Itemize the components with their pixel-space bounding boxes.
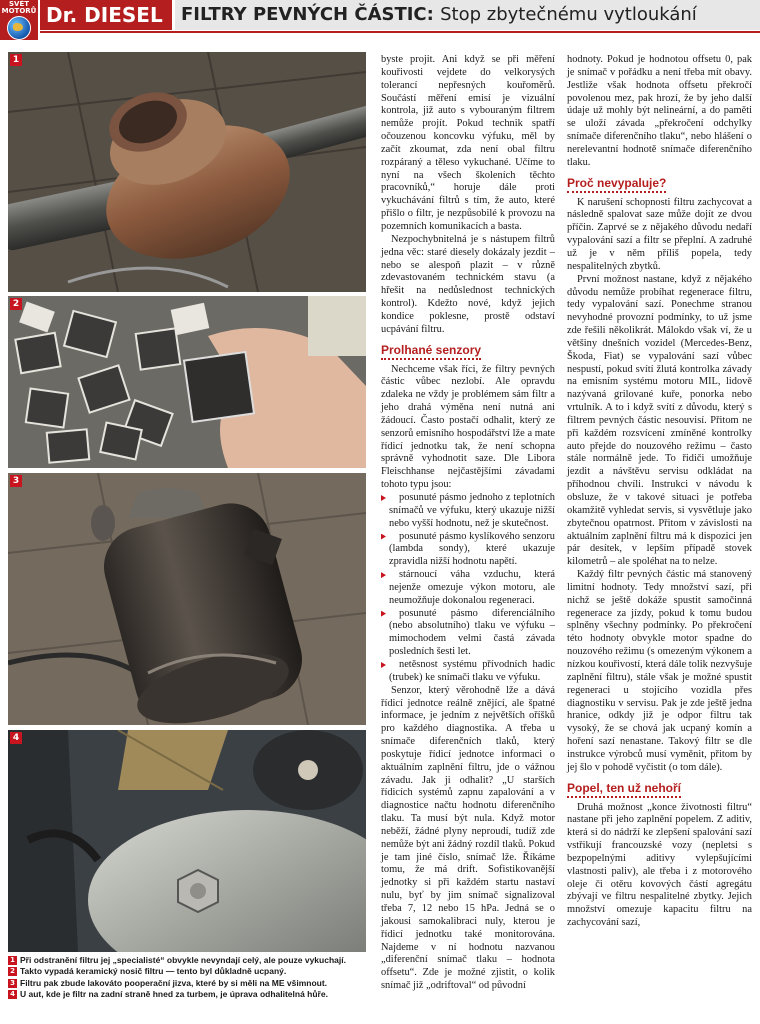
logo-text: SVĚT MOTORŮ	[1, 0, 37, 15]
photo-4	[8, 730, 366, 952]
bullet-item: posunuté pásmo jednoho z teplotních snímačů ve výfuku, který ukazuje nižší nebo vyšší hodnotu, než je skutečnost.	[381, 492, 555, 531]
page-header	[0, 0, 760, 40]
caption-number: 4	[8, 990, 17, 999]
photo-1	[8, 52, 366, 292]
photo-number-badge: 1	[10, 54, 22, 66]
photo-number-badge: 3	[10, 475, 22, 487]
caption-text: Filtru pak zbude lakováto pooperační jizva, které by si měli na ME všimnout.	[20, 977, 328, 988]
caption-text: Takto vypadá keramický nosič filtru — tento byl důkladně ucpaný.	[20, 966, 287, 977]
text-column-middle	[381, 54, 555, 993]
paragraph: Nechceme však říci, že filtry pevných částic vůbec nezlobí. Ale opravdu zdaleka ne vždy je problémem sám filtr a jeho drahá výměna není nutná ani žádoucí. Často postačí odhalit, který ze senzorů emisního hospodářství lže a mate řídicí jednotku tak, že není schopna správně vyhodnotit saze. Dle Libora Fleischhanse nejčastějšími závadami tohoto typu jsou:	[381, 363, 555, 491]
photo-captions	[8, 955, 373, 1000]
bullet-item: stárnoucí váha vzduchu, která nejenže omezuje výkon motoru, ale neumožňuje dokonalou regeneraci.	[381, 569, 555, 608]
photo-2	[8, 296, 366, 468]
title-sub: Stop zbytečnému vytloukání	[440, 4, 697, 25]
globe-icon	[7, 16, 31, 40]
header-rule	[40, 31, 760, 33]
paragraph: Každý filtr pevných částic má stanovený limitní hodnoty. Tedy množství sazí, při nichž se ještě dokáže spustit samočinná regenerace za jízdy, pokud k tomu budou splněny všechny podmínky. Po překročení této hodnoty obvykle motor spadne do nouzového režimu (s omezeným výkonem a nízkou kouřivostí, která dále tolik nezvyšuje zaplnění filtru), stále však je možné spustit regeneraci u stojícího vozidla přes diagnostiku v servisu. Pak je zde ještě jedna hranice, odkdy již je odpor filtru tak vysoký, že se chová jak ucpaný komín a hoření sazí nenastane. Takový filtr se dle instrukce výrobců musí vyměnit, přitom by jej šlo v pohodě vyčistit (o tom dále).	[567, 569, 752, 773]
article-title	[175, 0, 760, 30]
ceramic-blocks-image	[8, 296, 366, 468]
caption-4	[8, 989, 373, 1000]
photo-3	[8, 473, 366, 725]
paragraph: Nezpochybnitelná je s nástupem filtrů jedna věc: staré diesely dokázaly jezdit – nebo se alespoň plazit – v různě zdevastovaném technickém stavu (a hřešit na nedůslednost technických kontrol). Kdežto nové, když jejich kondice poklesne, prostě odstaví ucpávání filtru.	[381, 233, 555, 335]
caption-1	[8, 955, 373, 966]
caption-number: 2	[8, 967, 17, 976]
caption-2	[8, 966, 373, 977]
caption-3	[8, 978, 373, 989]
filter-canister-image	[8, 473, 366, 725]
text-column-right	[567, 54, 752, 930]
turbo-filter-image	[8, 730, 366, 952]
paragraph: První možnost nastane, když z nějakého důvodu nemůže probíhat regenerace filtru, tedy vypalování sazí. Ponechme stranou nevyhodné provozní podmínky, to už jsme zde řešili několikrát. Málokdo však ví, že u většiny dnešních vozidel (Mercedes-Benz, Škoda, Fiat) se vypalování sazí vůbec nespustí, pokud svítí žlutá kontrolka závady na emisním systému motoru MIL, lidově nazývaná grilované kuře, ponorka nebo vrtulník. A to i když svítí z důvodu, který s filtrem pevných částic nesouvisí. Přitom ne při každém rozsvícení zmíněné kontrolky auto přejde do nouzového režimu – často stále normálně jede. To řidiči umožňuje jezdit a návštěvu servisu odkládat na příhodnou chvíli. Instrukci v návodu k obsluze, že v takové situaci je potřeba okamžitě vyhledat servis, si vysvětluje jako zbytečnou opatrnost. Přitom v závislosti na aktuálním zaplnění filtru má k dispozici jen pár desítek, v lepším případě stovek kilometrů – ale spoléhat na to nelze.	[567, 273, 752, 568]
photo-number-badge: 2	[10, 298, 22, 310]
section-heading-sensors: Prolhané senzory	[381, 343, 481, 360]
bullet-item: posunuté pásmo diferenciálního (nebo absolutního) tlaku ve výfuku – mimochodem velmi častá závada posledních šesti let.	[381, 608, 555, 659]
bullet-item: netěsnost systému přívodních hadic (trubek) ke snímači tlaku ve výfuku.	[381, 659, 555, 685]
title-main: FILTRY PEVNÝCH ČÁSTIC:	[181, 4, 434, 25]
caption-number: 1	[8, 956, 17, 965]
section-heading-regeneration: Proč nevypaluje?	[567, 176, 666, 193]
caption-text: U aut, kde je filtr na zadní straně hned za turbem, je úprava odhalitelná hůře.	[20, 988, 328, 999]
photo-number-badge: 4	[10, 732, 22, 744]
magazine-logo	[0, 0, 38, 40]
paragraph: Senzor, který věrohodně lže a dává řídicí jednotce reálně znějící, ale špatné informace, je jedním z největších oříšků pro každého diagnostika. A třeba u snímače diferenčních tlaků, který poskytuje řídicí jednotce informaci o aktuálním zaplnění filtru, jde o vážnou závadu. Jak ji odhalit? „U starších řídicích systémů zapnu zapalování a v diagnostice načtu hodnotu diferenčního tlaku. Ta musí být nula. Když motor neběží, žádné plyny neproudí, tudíž zde nemůže být ani žádný rozdíl tlaků. Pokud je tam jiné číslo, snímač lže. Říkáme tomu, že má drift. Sofistikovanější jednotky si při každém startu nastaví nulu, byť by jim snímač signalizoval třeba 7, 12 nebo 15 hPa. Jedná se o jakousi samokalibraci nuly, kterou je řídicí jednotku také monitorována. Najdeme v ní hodnotu nazvanou „diferenční snímač tlaku – hodnota offsetu“. Zde je možné zjistit, o kolik snímač již „odriftoval“ od původní	[381, 684, 555, 992]
paragraph: hodnoty. Pokud je hodnotou offsetu 0, pak je snímač v pořádku a není třeba mít obavy. Jestliže však hodnota offsetu překročí povolenou mez, pak hrozí, že by jeho další údaje už mohly být nelineární, a do paměti se uloží závada „překročení odchylky snímače diferenčního tlaku“, nebo hlášení o nerelevantní hodnotě snímače diferenčního tlaku.	[567, 54, 752, 168]
section-brand: Dr. DIESEL	[40, 0, 172, 30]
bullet-item: posunuté pásmo kyslíkového senzoru (lambda sondy), které ukazuje zpravidla nižší hodnotu napětí.	[381, 531, 555, 570]
section-heading-ash: Popel, ten už nehoří	[567, 781, 681, 798]
caption-text: Při odstranění filtru jej „specialisté“ obvykle nevyndají celý, ale pouze vykuchají.	[20, 955, 346, 965]
paragraph: byste projit. Ani když se při měření kouřivosti vejdete do velkorysých tolerancí nepřesných kouřoměrů. Součástí měření emisí je vizuální kontrola, již auto s vybouraným filtrem nemůže projít. Pokud technik spatří očouzenou koncovku výfuku, měl by začít zkoumat, zda není obal filtru rozpáraný a těleso vykuchané. Učíme to nyní na všech školeních těchto pracovníků,“ horuje dále proti vykuchávání filtrů s tím, že auto, které přišlo o filtr, je nezpůsobilé k provozu na pozemních komunikacích a basta.	[381, 54, 555, 232]
caption-number: 3	[8, 979, 17, 988]
exhaust-filter-image	[8, 52, 366, 292]
paragraph: Druhá možnost „konce životnosti filtru“ nastane při jeho zaplnění popelem. Z aditiv, která si do nádrží ke zlepšení spalování sazí vstřikují francouzské vozy (nepletsi s bezpopelnými aditivy vylepšujícími vlastnosti paliv), ale třeba i z motorového oleje či otěru kovových částí agregátu zbývají ve filtru nespalitelné zbytky. Jejich množství omezuje kapacitu filtru na zachycování sazí,	[567, 801, 752, 929]
paragraph: K narušení schopnosti filtru zachycovat a následně spalovat saze může dojít ze dvou příčin. Zaprvé se z nějakého důvodu nedaří vypalování sazí a filtr se přeplní. A zadruhé už je v něm příliš popela, tedy nespalitelných zbytků.	[567, 196, 752, 272]
